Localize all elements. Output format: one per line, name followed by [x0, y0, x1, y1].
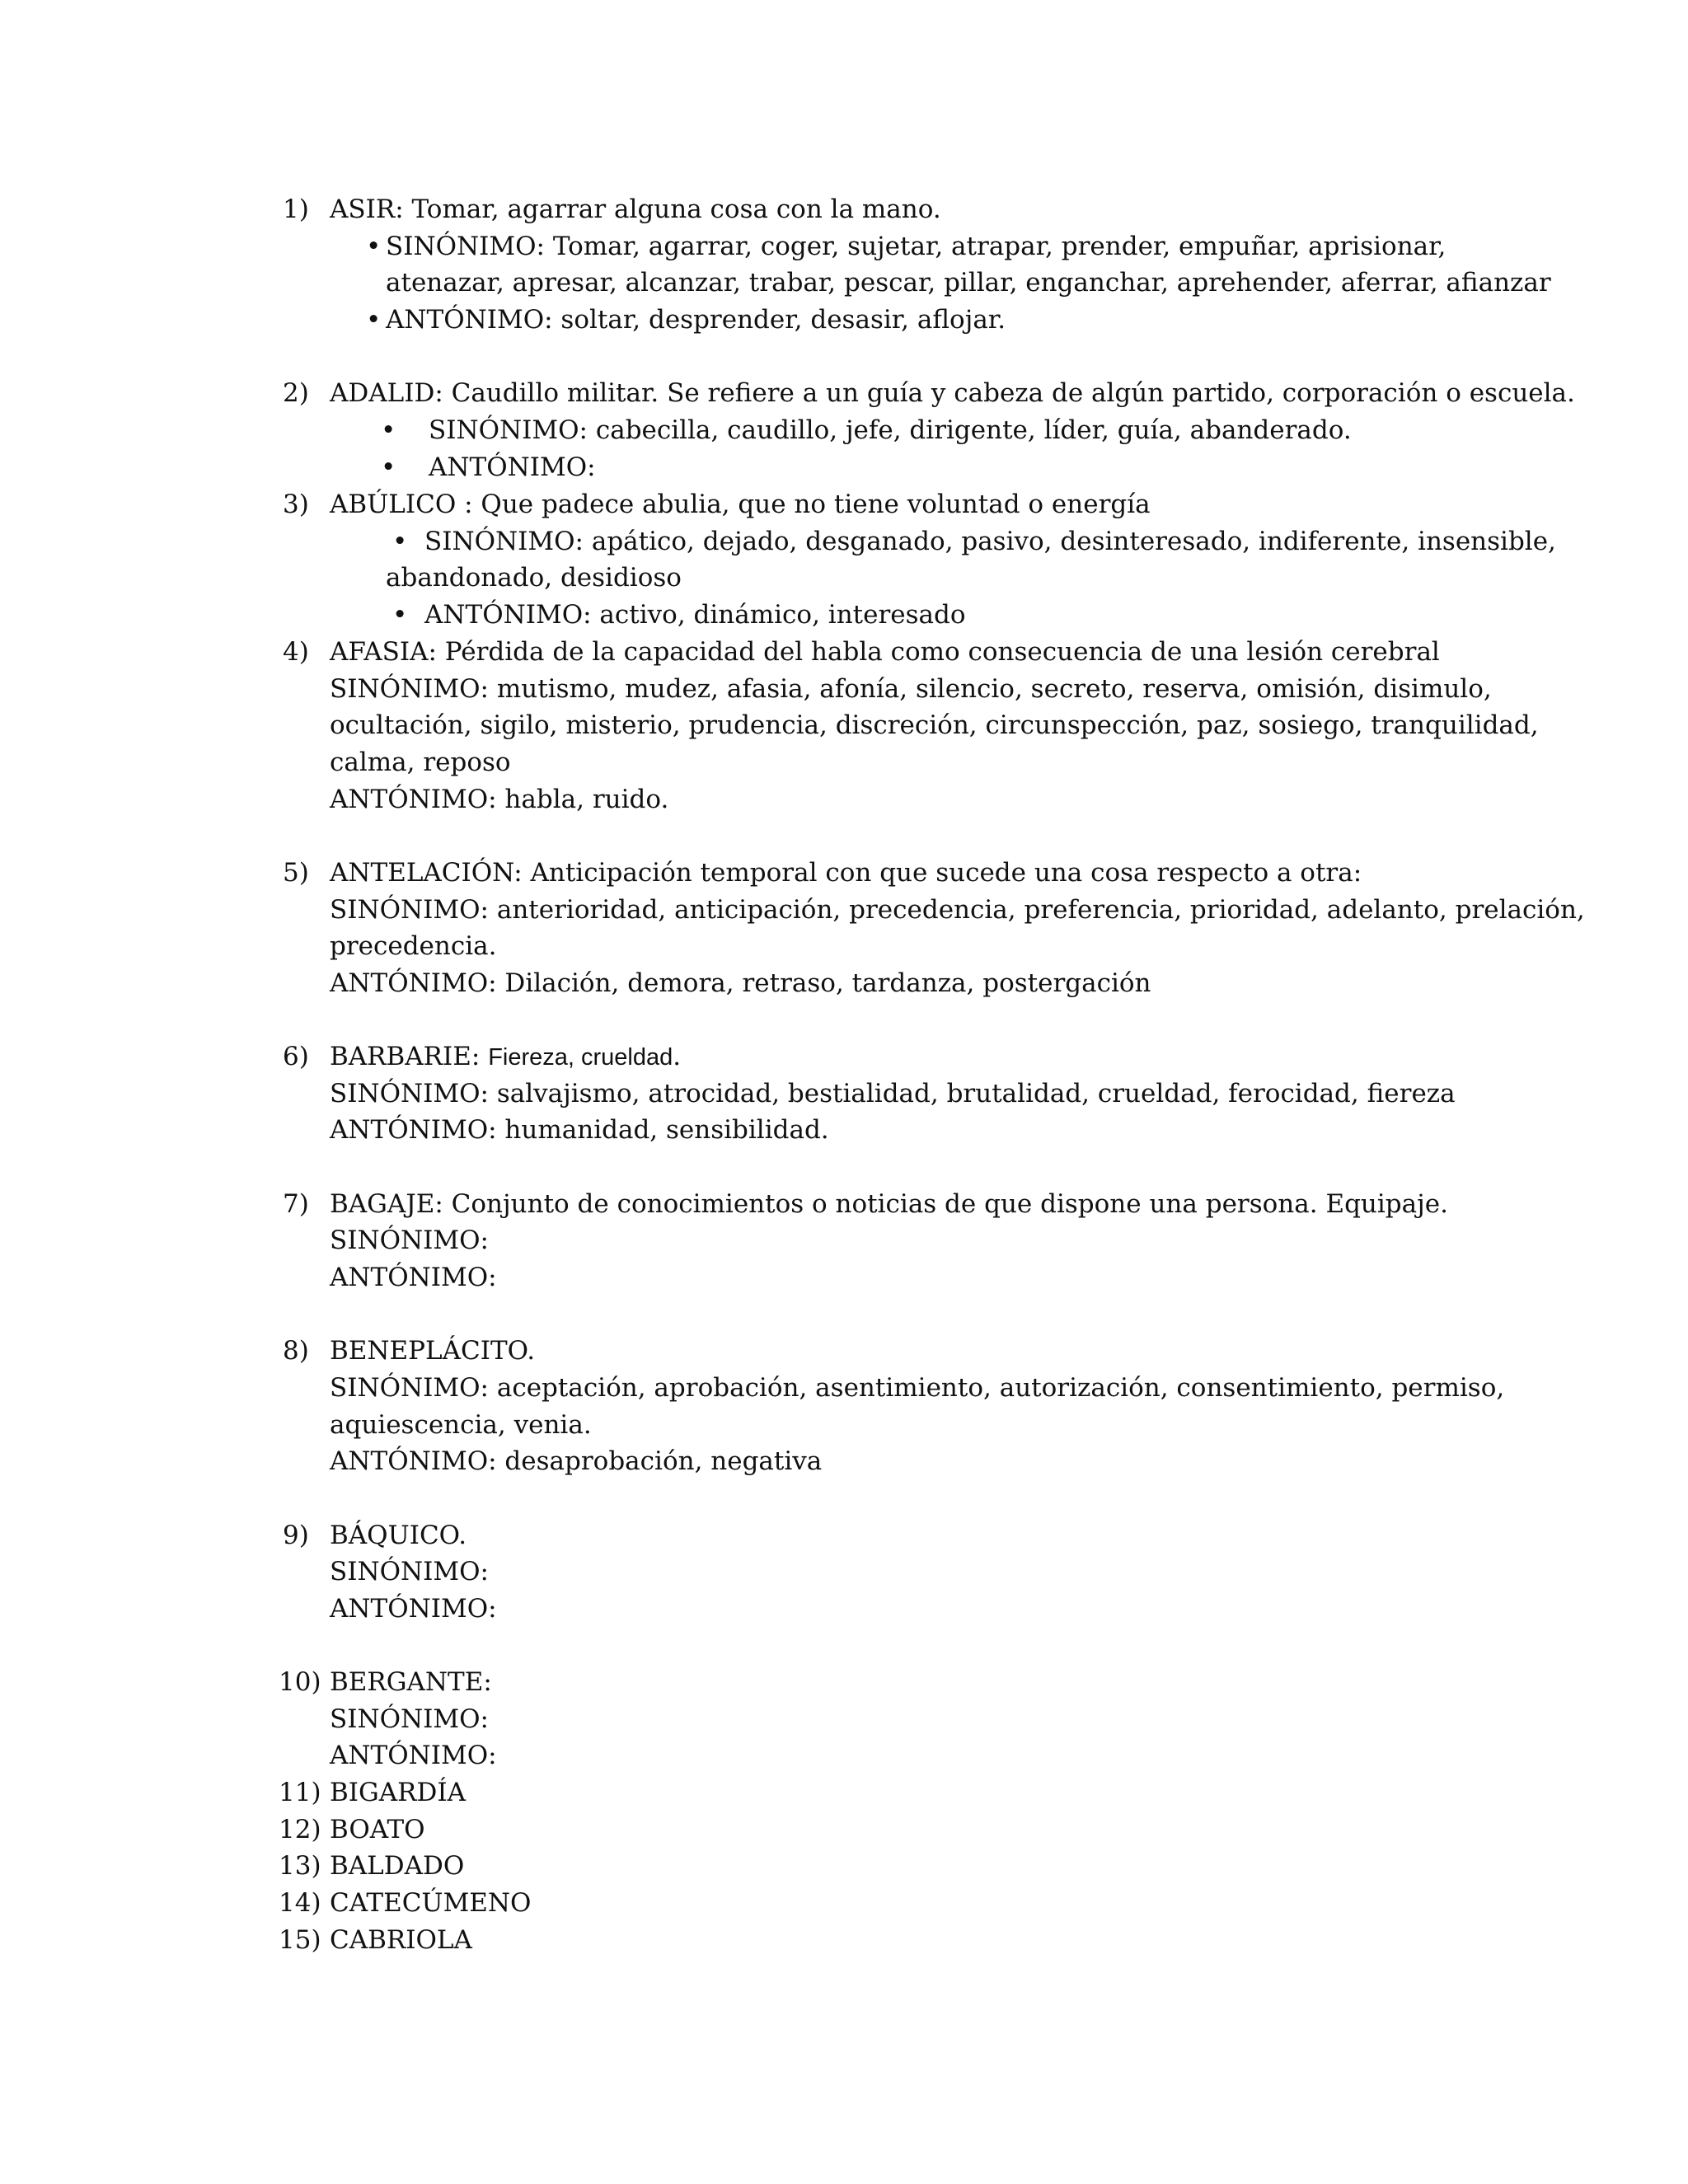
entry-heading: ABÚLICO : Que padece abulia, que no tiene voluntad o energía: [330, 490, 1151, 519]
entry-heading: BOATO: [330, 1815, 425, 1844]
entry-number: 15): [279, 1925, 321, 1955]
entry-heading-definition: Fiereza, crueldad: [488, 1044, 673, 1071]
entry-heading: [330, 1040, 681, 1073]
entry-heading-label: BARBARIE:: [330, 1042, 481, 1071]
bullet: •: [381, 452, 396, 482]
bullet: •: [392, 527, 408, 556]
antonyms: ANTÓNIMO: humanidad, sensibilidad.: [330, 1115, 829, 1145]
entry-heading: BENEPLÁCITO.: [330, 1336, 536, 1366]
synonyms: SINÓNIMO: aceptación, aprobación, asentimiento, autorización, consentimiento, permiso,: [330, 1373, 1505, 1403]
entry-number: 8): [283, 1336, 309, 1366]
synonyms: SINÓNIMO:: [330, 1557, 489, 1586]
synonyms: SINÓNIMO:: [330, 1226, 489, 1255]
entry-heading: CABRIOLA: [330, 1925, 472, 1955]
synonyms-cont: aquiescencia, venia.: [330, 1410, 592, 1440]
entry-number: 11): [279, 1778, 321, 1807]
entry-heading: ANTELACIÓN: Anticipación temporal con que sucede una cosa respecto a otra:: [330, 858, 1362, 888]
entry-heading: BALDADO: [330, 1851, 465, 1881]
entry-heading: BAGAJE: Conjunto de conocimientos o noticias de que dispone una persona. Equipaje.: [330, 1189, 1448, 1219]
synonyms-cont: abandonado, desidioso: [386, 563, 682, 593]
synonyms-cont: precedencia.: [330, 931, 497, 961]
entry-number: 7): [283, 1189, 309, 1219]
bullet: •: [392, 600, 408, 630]
entry-heading: ASIR: Tomar, agarrar alguna cosa con la mano.: [330, 194, 941, 224]
entry-number: 9): [283, 1521, 309, 1550]
synonyms-cont: atenazar, apresar, alcanzar, trabar, pescar, pillar, enganchar, aprehender, aferrar, afianzar: [386, 268, 1551, 298]
entry-number: 6): [283, 1042, 309, 1071]
antonyms: ANTÓNIMO:: [330, 1594, 497, 1624]
entry-heading: ADALID: Caudillo militar. Se refiere a un guía y cabeza de algún partido, corporación o escuela.: [330, 378, 1575, 408]
antonyms: ANTÓNIMO: activo, dinámico, interesado: [424, 600, 966, 630]
antonyms: ANTÓNIMO:: [330, 1741, 497, 1770]
antonyms: ANTÓNIMO: soltar, desprender, desasir, aflojar.: [386, 305, 1006, 335]
entry-number: 3): [283, 490, 309, 519]
bullet: •: [366, 305, 382, 335]
entry-heading-period: .: [673, 1042, 682, 1071]
entry-heading: BERGANTE:: [330, 1667, 492, 1697]
entry-heading: AFASIA: Pérdida de la capacidad del habla como consecuencia de una lesión cerebral: [330, 637, 1440, 667]
synonyms-cont: calma, reposo: [330, 748, 511, 777]
entry-number: 5): [283, 858, 309, 888]
bullet: •: [381, 415, 396, 445]
bullet: •: [366, 232, 382, 261]
antonyms: ANTÓNIMO: desaprobación, negativa: [330, 1446, 823, 1476]
entry-number: 2): [283, 378, 309, 408]
entry-heading: CATECÚMENO: [330, 1888, 532, 1918]
antonyms: ANTÓNIMO:: [330, 1263, 497, 1292]
antonyms: ANTÓNIMO: Dilación, demora, retraso, tardanza, postergación: [330, 968, 1151, 998]
synonyms: SINÓNIMO: Tomar, agarrar, coger, sujetar, atrapar, prender, empuñar, aprisionar,: [386, 232, 1447, 261]
synonyms: SINÓNIMO: salvajismo, atrocidad, bestialidad, brutalidad, crueldad, ferocidad, fiereza: [330, 1079, 1456, 1108]
entry-heading: BIGARDÍA: [330, 1778, 467, 1807]
synonyms: SINÓNIMO: mutismo, mudez, afasia, afonía, silencio, secreto, reserva, omisión, disimulo,: [330, 674, 1492, 704]
entry-number: 14): [279, 1888, 321, 1918]
synonyms: SINÓNIMO: apático, dejado, desganado, pasivo, desinteresado, indiferente, insensible,: [424, 527, 1556, 556]
entry-number: 10): [279, 1667, 321, 1697]
synonyms: SINÓNIMO:: [330, 1704, 489, 1734]
entry-heading: BÁQUICO.: [330, 1521, 467, 1550]
entry-number: 1): [283, 194, 309, 224]
synonyms: SINÓNIMO: anterioridad, anticipación, precedencia, preferencia, prioridad, adelanto, prelación,: [330, 895, 1585, 925]
entry-number: 12): [279, 1815, 321, 1844]
entry-number: 13): [279, 1851, 321, 1881]
entry-number: 4): [283, 637, 309, 667]
synonyms: SINÓNIMO: cabecilla, caudillo, jefe, dirigente, líder, guía, abanderado.: [429, 415, 1352, 445]
antonyms: ANTÓNIMO: habla, ruido.: [330, 785, 669, 814]
synonyms-cont: ocultación, sigilo, misterio, prudencia, discreción, circunspección, paz, sosiego, tranquilidad,: [330, 710, 1539, 740]
antonyms: ANTÓNIMO:: [429, 452, 596, 482]
